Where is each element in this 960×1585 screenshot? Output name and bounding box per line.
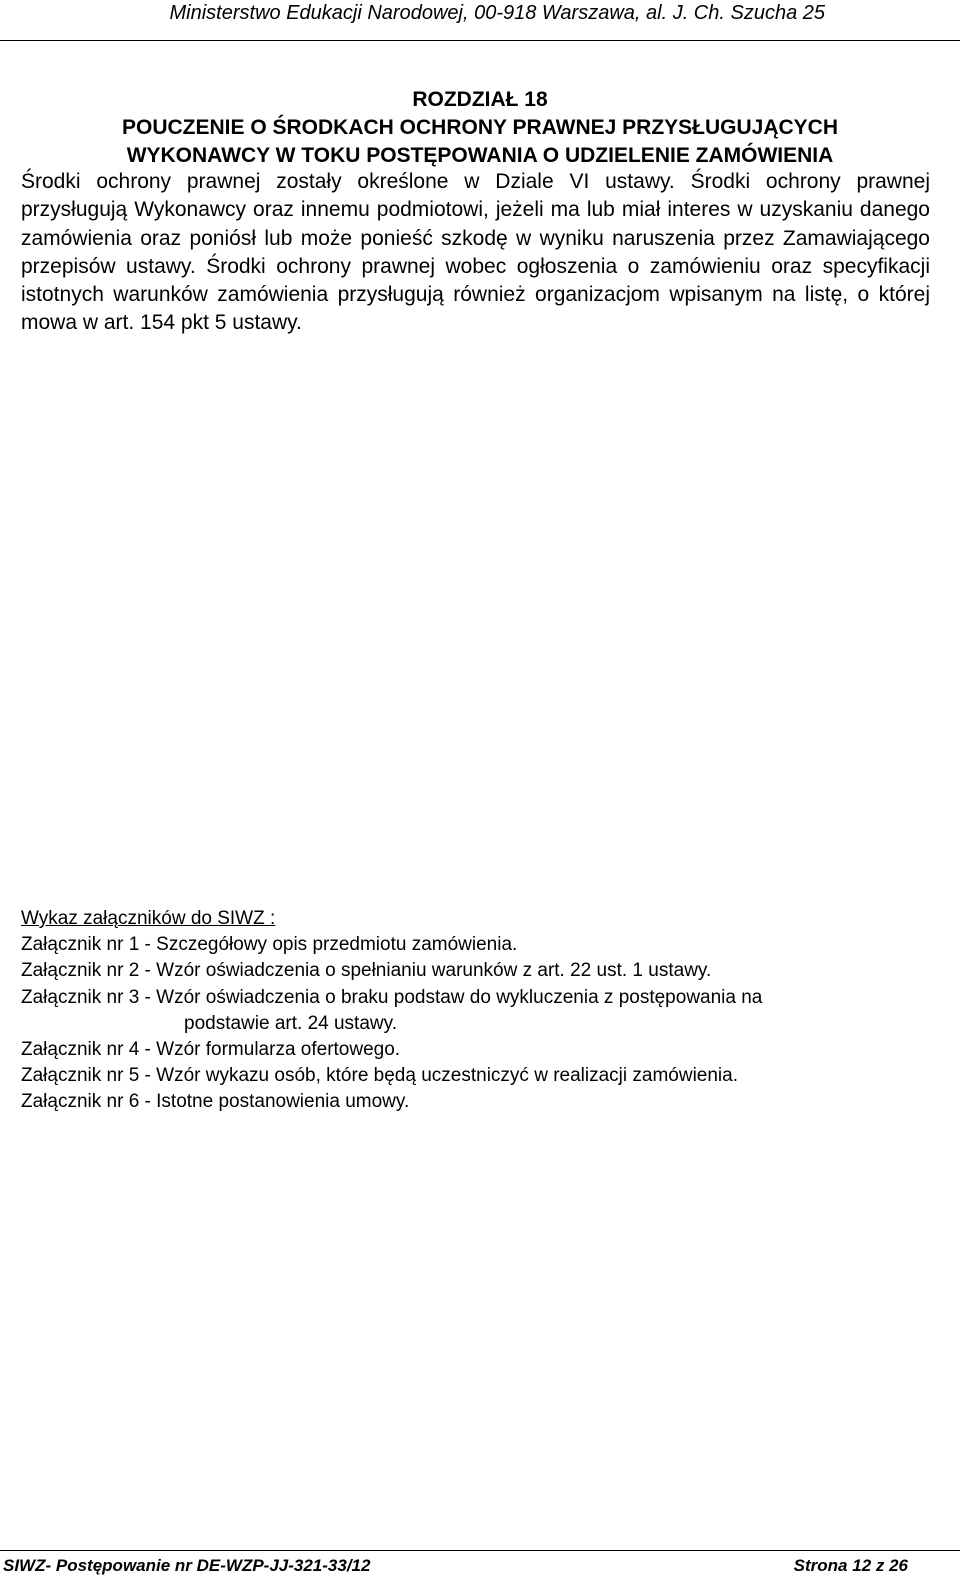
body-paragraph: Środki ochrony prawnej zostały określone w Dziale VI ustawy. Środki ochrony prawnej przysługują Wykonawcy oraz innemu podmiotowi, jeżeli ma lub miał interes w uzyskaniu danego zamówienia oraz poniósł lub może ponieść szkodę w wyniku naruszenia przez Zamawiającego przepisów ustawy. Środki ochrony prawnej wobec ogłoszenia o zamówieniu oraz specyfikacji istotnych warunków zamówienia przysługują również organizacjom wpisanym na listę, o której mowa w art. 154 pkt 5 ustawy. [21, 170, 930, 335]
chapter-title-line-1: POUCZENIE O ŚRODKACH OCHRONY PRAWNEJ PRZYSŁUGUJĄCYCH [121, 116, 839, 139]
page-number: Strona 12 z 26 [793, 1556, 908, 1575]
chapter-number: ROZDZIAŁ 18 [412, 88, 548, 111]
attachment-item-4: Załącznik nr 4 - Wzór formularza ofertowego. [21, 1039, 401, 1061]
attachments-list [21, 906, 930, 1116]
attachment-item-5: Załącznik nr 5 - Wzór wykazu osób, które będą uczestniczyć w realizacji zamówienia. [21, 1065, 738, 1087]
page-header [0, 0, 960, 41]
footer-reference: SIWZ- Postępowanie nr DE-WZP-JJ-321-33/12 [3, 1556, 371, 1575]
attachment-item-3: Załącznik nr 3 - Wzór oświadczenia o braku podstaw do wykluczenia z postępowania na [21, 986, 763, 1008]
attachment-item-3-continuation: podstawie art. 24 ustawy. [184, 1012, 397, 1034]
chapter-title [0, 114, 960, 170]
attachment-item-2: Załącznik nr 2 - Wzór oświadczenia o spełnianiu warunków z art. 22 ust. 1 ustawy. [21, 960, 712, 982]
attachment-item-1: Załącznik nr 1 - Szczegółowy opis przedmiotu zamówienia. [21, 934, 518, 956]
attachments-heading: Wykaz załączników do SIWZ : [21, 908, 276, 929]
page-footer [0, 1550, 960, 1585]
chapter-title-line-2: WYKONAWCY W TOKU POSTĘPOWANIA O UDZIELENIE ZAMÓWIENIA [126, 144, 834, 167]
header-text: Ministerstwo Edukacji Narodowej, 00-918 Warszawa, al. J. Ch. Szucha 25 [169, 2, 825, 24]
attachment-item-6: Załącznik nr 6 - Istotne postanowienia umowy. [21, 1091, 410, 1113]
